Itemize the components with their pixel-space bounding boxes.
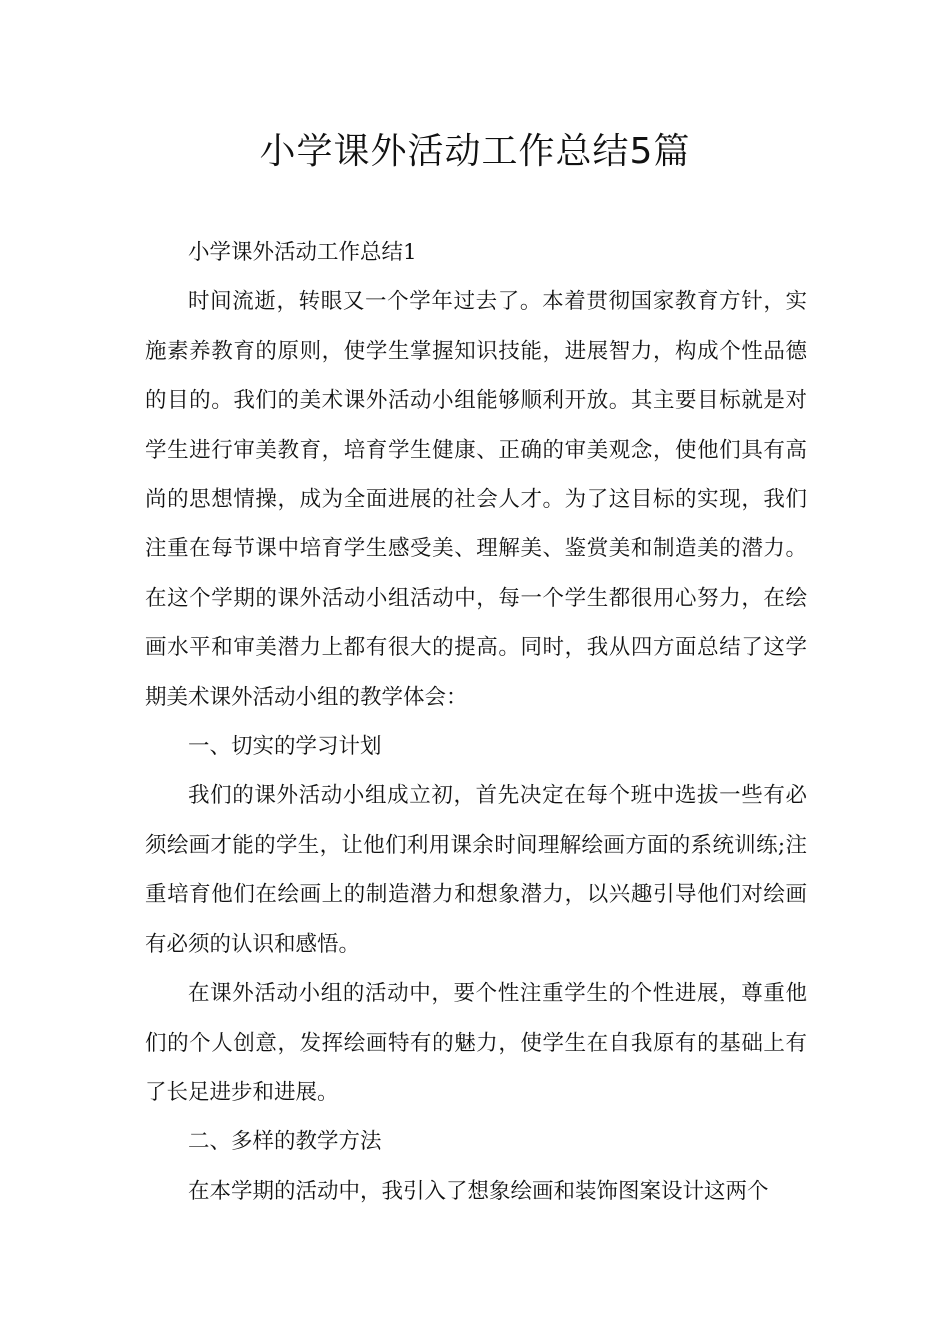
body-paragraph: 时间流逝，转眼又一个学年过去了。本着贯彻国家教育方针，实施素养教育的原则，使学生掌握知识技能，进展智力，构成个性品德的目的。我们的美术课外活动小组能够顺利开放。其主要目标就是对学生进行审美教育，培育学生健康、正确的审美观念，使他们具有高尚的思想情操，成为全面进展的社会人才。为了这目标的实现，我们注重在每节课中培育学生感受美、理解美、鉴赏美和制造美的潜力。在这个学期的课外活动小组活动中，每一个学生都很用心努力，在绘画水平和审美潜力上都有很大的提高。同时，我从四方面总结了这学期美术课外活动小组的教学体会：	[145, 289, 807, 710]
body-paragraph: 在本学期的活动中，我引入了想象绘画和装饰图案设计这两个	[188, 1178, 769, 1204]
section-heading: 小学课外活动工作总结1	[188, 240, 417, 265]
body-paragraph: 我们的课外活动小组成立初，首先决定在每个班中选拔一些有必须绘画才能的学生，让他们利用课余时间理解绘画方面的系统训练;注重培育他们在绘画上的制造潜力和想象潜力，以兴趣引导他们对绘画有必须的认识和感悟。	[145, 783, 807, 957]
body-paragraph: 在课外活动小组的活动中，要个性注重学生的个性进展，尊重他们的个人创意，发挥绘画特有的魅力，使学生在自我原有的基础上有了长足进步和进展。	[145, 981, 807, 1105]
subsection-heading: 二、多样的教学方法	[188, 1129, 382, 1155]
document-title: 小学课外活动工作总结5篇	[259, 131, 691, 172]
subsection-heading: 一、切实的学习计划	[188, 734, 382, 760]
document-body	[145, 228, 807, 1216]
